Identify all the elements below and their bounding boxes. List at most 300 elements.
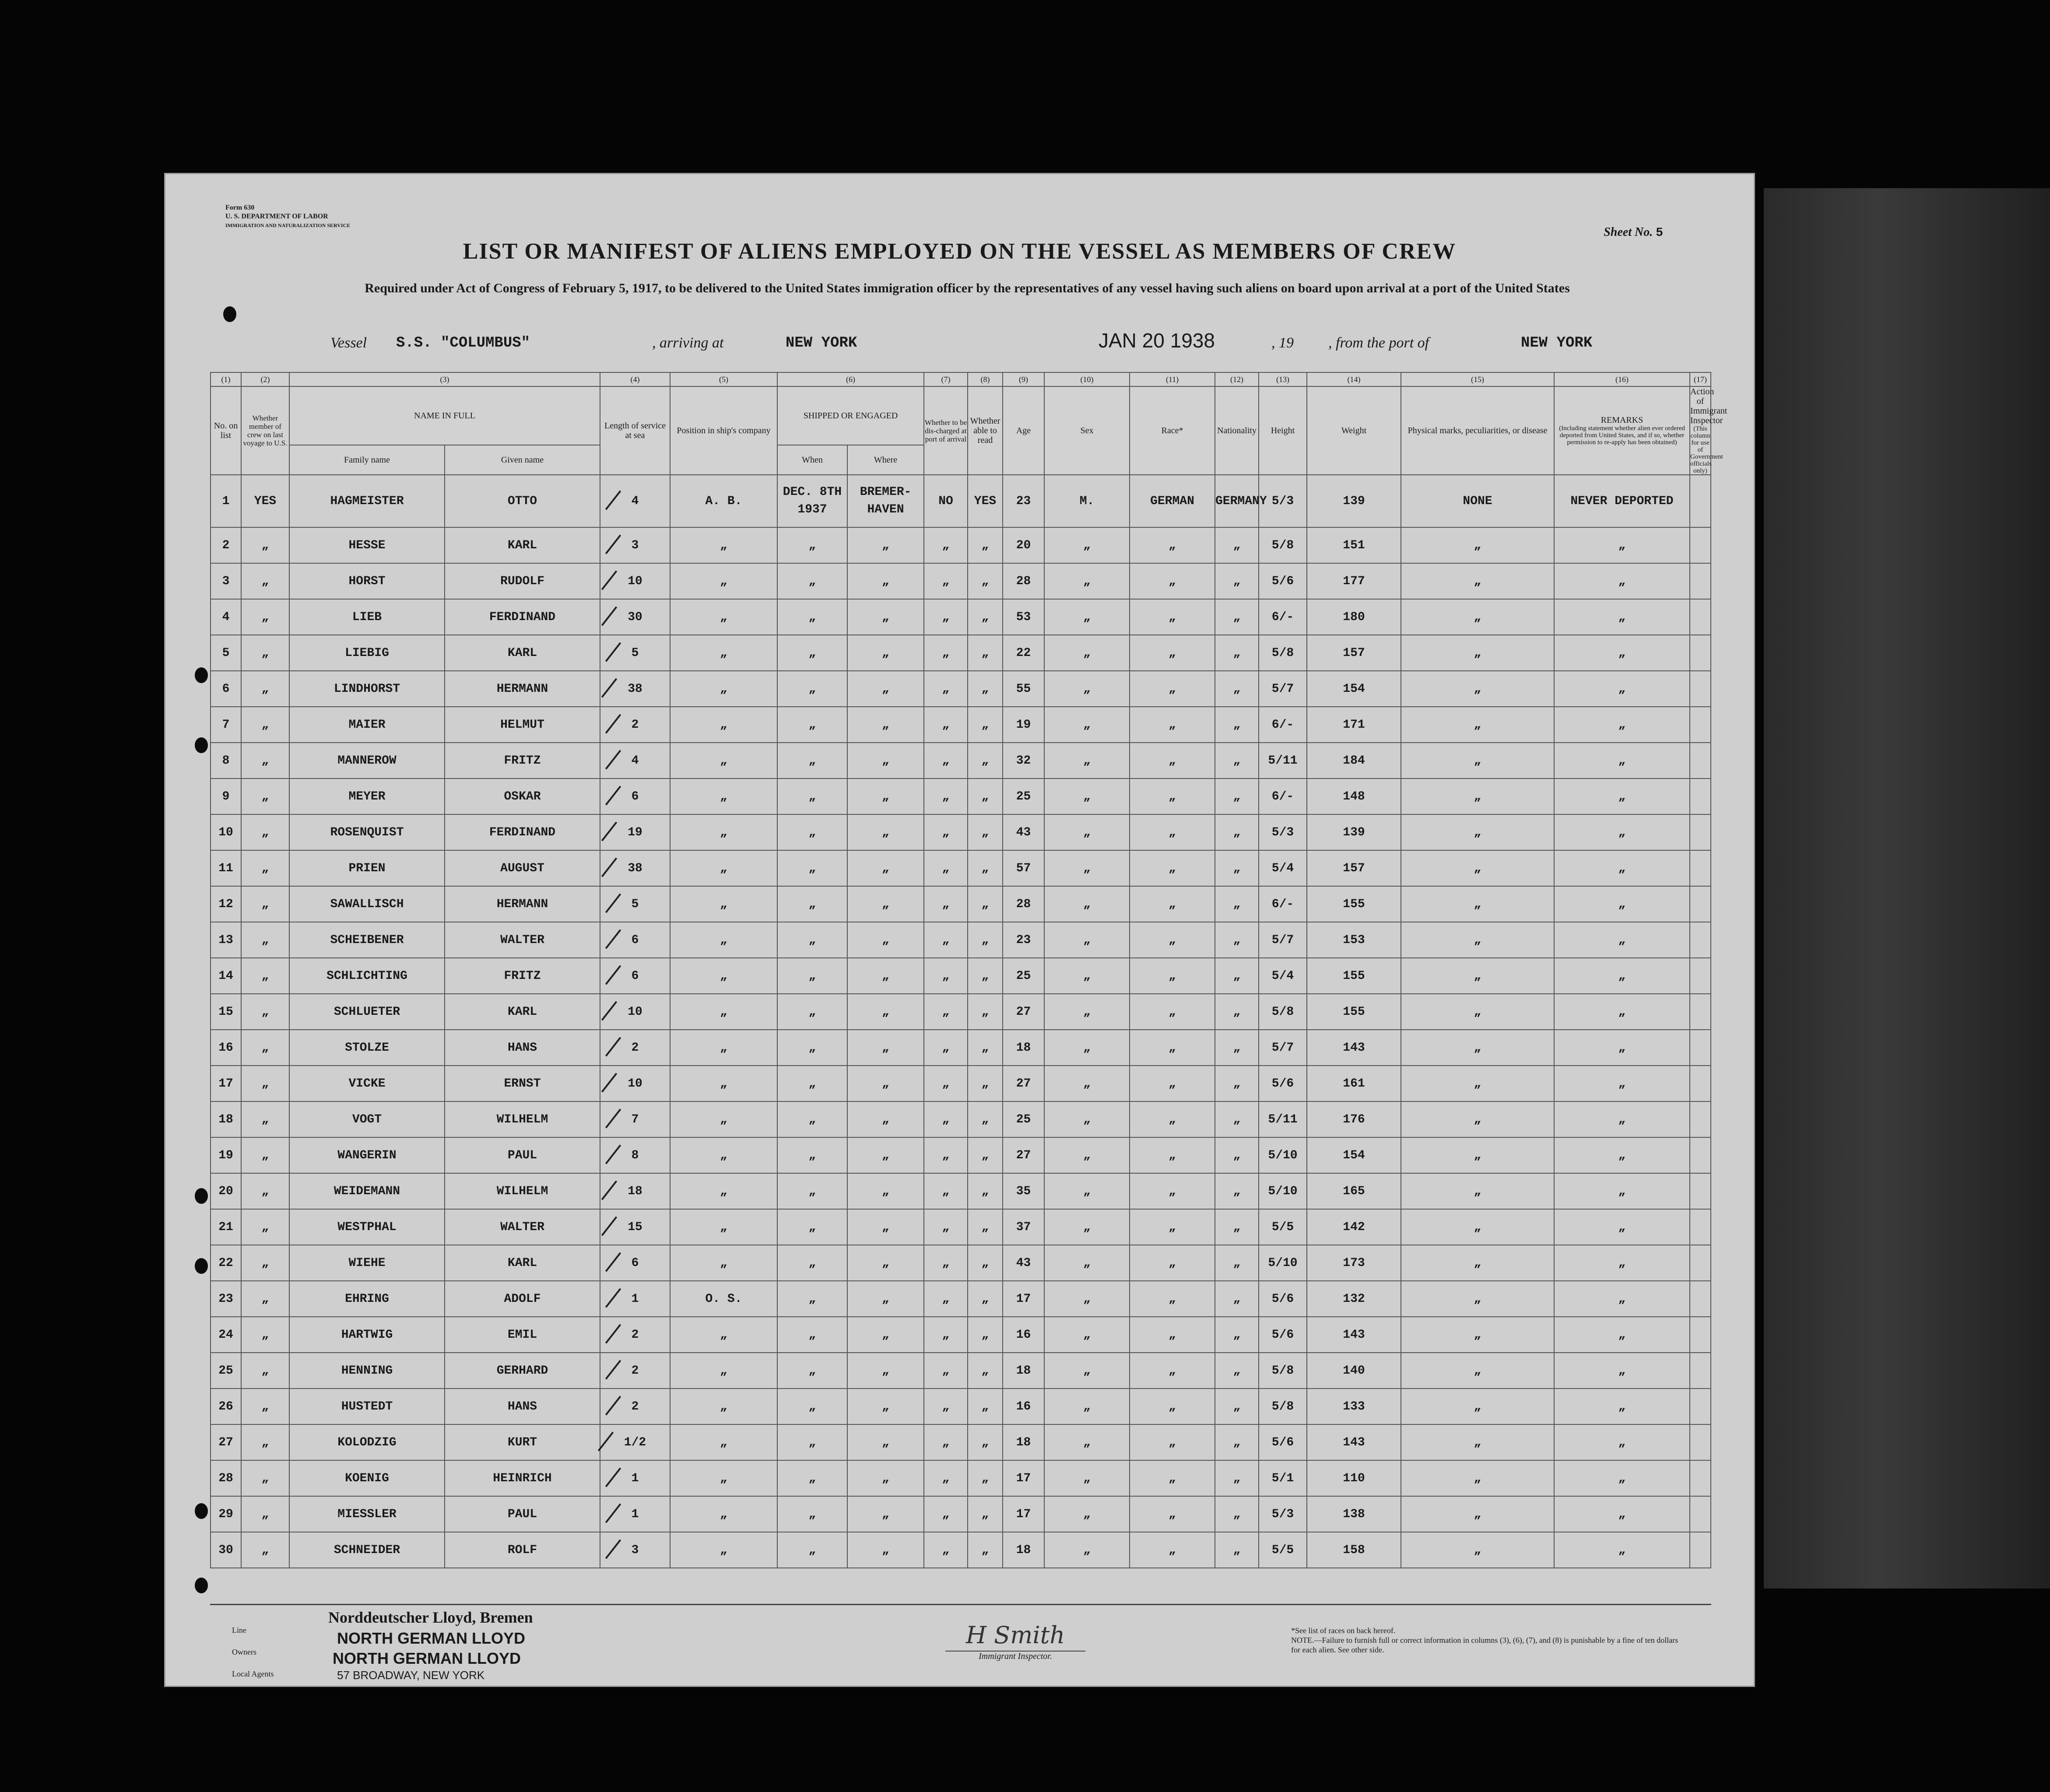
age-cell: 17 [1003,1496,1044,1532]
height-cell: 5/6 [1259,1424,1307,1460]
read-cell: „ [968,1066,1003,1101]
last-voyage-cell: „ [241,1209,289,1245]
nationality-cell: „ [1215,1209,1259,1245]
given-name-cell: HEINRICH [445,1460,600,1496]
row-number: 5 [211,635,241,671]
service-value: 30 [628,610,642,624]
nationality-cell: „ [1215,1389,1259,1424]
when-cell [777,475,847,527]
height-cell: 5/8 [1259,527,1307,563]
action-cell [1690,1532,1711,1568]
race-cell: „ [1130,1389,1215,1424]
given-name-cell: AUGUST [445,850,600,886]
action-cell [1690,1101,1711,1137]
remarks-cell: „ [1554,958,1690,994]
physical-marks-cell: „ [1401,671,1554,707]
when-cell: „ [777,1030,847,1066]
row-number: 8 [211,743,241,779]
table-row [211,1460,1711,1496]
given-name-cell: KARL [445,1245,600,1281]
remarks-cell: „ [1554,1353,1690,1389]
when-cell: „ [777,1496,847,1532]
remarks-cell: „ [1554,743,1690,779]
sex-cell: „ [1044,743,1130,779]
read-cell: „ [968,922,1003,958]
given-name-cell: WALTER [445,1209,600,1245]
physical-marks-cell: „ [1401,1389,1554,1424]
where-cell: „ [847,886,924,922]
when-cell: „ [777,707,847,743]
header-shipped-engaged: SHIPPED OR ENGAGED [777,386,924,445]
weight-cell: 161 [1307,1066,1401,1101]
nationality-cell: „ [1215,1353,1259,1389]
service-cell [600,671,670,707]
weight-cell: 176 [1307,1101,1401,1137]
sex-cell: „ [1044,850,1130,886]
position-cell: „ [670,850,777,886]
where-cell: „ [847,707,924,743]
row-number: 3 [211,563,241,599]
read-cell: „ [968,1353,1003,1389]
where-line-1: BREMER- [860,485,912,499]
age-cell: 27 [1003,994,1044,1030]
action-cell [1690,814,1711,850]
service-cell [600,814,670,850]
when-cell: „ [777,1137,847,1173]
service-cell [600,1245,670,1281]
read-cell: „ [968,671,1003,707]
header-nationality: Nationality [1215,386,1259,475]
when-cell: „ [777,1101,847,1137]
remarks-cell: „ [1554,814,1690,850]
physical-marks-cell: NONE [1401,475,1554,527]
height-cell: 5/11 [1259,743,1307,779]
where-cell: „ [847,850,924,886]
when-cell: „ [777,814,847,850]
physical-marks-cell: „ [1401,599,1554,635]
from-port: NEW YORK [1521,335,1593,351]
row-number: 16 [211,1030,241,1066]
position-cell: „ [670,958,777,994]
agents-label: Local Agents [232,1669,274,1678]
when-cell: „ [777,599,847,635]
row-number: 14 [211,958,241,994]
service-value: 19 [628,825,642,839]
height-cell: 5/8 [1259,635,1307,671]
nationality-cell: „ [1215,1424,1259,1460]
service-cell [600,1030,670,1066]
height-cell: 5/5 [1259,1532,1307,1568]
service-cell [600,958,670,994]
given-name-cell: OTTO [445,475,600,527]
action-cell [1690,1209,1711,1245]
action-cell [1690,1066,1711,1101]
discharged-cell: „ [924,814,968,850]
column-number: (1) [211,372,241,386]
when-cell: „ [777,958,847,994]
physical-marks-cell: „ [1401,563,1554,599]
read-cell: „ [968,527,1003,563]
position-cell: „ [670,599,777,635]
position-cell: O. S. [670,1281,777,1317]
service-value: 5 [631,646,639,660]
header-row-main [211,386,1711,445]
age-cell: 17 [1003,1281,1044,1317]
service-cell [600,707,670,743]
race-cell: „ [1130,1209,1215,1245]
sex-cell: „ [1044,922,1130,958]
race-cell: „ [1130,1281,1215,1317]
age-cell: 55 [1003,671,1044,707]
action-cell [1690,850,1711,886]
age-cell: 16 [1003,1317,1044,1353]
read-cell: „ [968,1209,1003,1245]
position-cell: „ [670,779,777,814]
height-cell: 5/6 [1259,1066,1307,1101]
remarks-cell: „ [1554,635,1690,671]
physical-marks-cell: „ [1401,1101,1554,1137]
nationality-cell: „ [1215,671,1259,707]
service-cell [600,743,670,779]
position-cell: „ [670,743,777,779]
family-name-cell: LIEB [289,599,445,635]
column-number: (15) [1401,372,1554,386]
when-line-2: 1937 [797,503,827,516]
row-number: 4 [211,599,241,635]
service-cell [600,1389,670,1424]
given-name-cell: ADOLF [445,1281,600,1317]
read-cell: „ [968,1137,1003,1173]
service-value: 38 [628,861,642,875]
age-cell: 43 [1003,1245,1044,1281]
last-voyage-cell: „ [241,671,289,707]
column-number: (12) [1215,372,1259,386]
race-cell: „ [1130,814,1215,850]
last-voyage-cell: „ [241,1281,289,1317]
table-row [211,743,1711,779]
weight-cell: 153 [1307,922,1401,958]
weight-cell: 155 [1307,886,1401,922]
action-title: Action of Immigrant Inspector [1690,387,1727,425]
discharged-cell: NO [924,475,968,527]
binder-hole [195,737,208,753]
where-cell [847,475,924,527]
service-value: 38 [628,682,642,696]
last-voyage-cell: „ [241,1066,289,1101]
sex-cell: „ [1044,527,1130,563]
race-cell: „ [1130,1101,1215,1137]
action-cell [1690,1245,1711,1281]
remarks-cell: „ [1554,1101,1690,1137]
family-name-cell: MEYER [289,779,445,814]
nationality-cell: „ [1215,886,1259,922]
remarks-cell: NEVER DEPORTED [1554,475,1690,527]
row-number: 6 [211,671,241,707]
discharged-cell: „ [924,635,968,671]
sex-cell: „ [1044,1496,1130,1532]
position-cell: „ [670,1030,777,1066]
action-cell [1690,563,1711,599]
remarks-cell: „ [1554,527,1690,563]
last-voyage-cell: „ [241,1424,289,1460]
read-cell: „ [968,1460,1003,1496]
physical-marks-cell: „ [1401,779,1554,814]
age-cell: 53 [1003,599,1044,635]
service-name: IMMIGRATION AND NATURALIZATION SERVICE [225,222,351,228]
weight-cell: 132 [1307,1281,1401,1317]
where-cell: „ [847,779,924,814]
age-cell: 57 [1003,850,1044,886]
remarks-cell: „ [1554,563,1690,599]
last-voyage-cell: „ [241,994,289,1030]
binder-hole [195,1578,208,1593]
sex-cell: „ [1044,994,1130,1030]
height-cell: 5/10 [1259,1137,1307,1173]
service-value: 2 [631,1399,639,1413]
nationality-cell: „ [1215,850,1259,886]
nationality-cell: „ [1215,1532,1259,1568]
service-cell [600,1353,670,1389]
discharged-cell: „ [924,1209,968,1245]
table-row [211,1137,1711,1173]
weight-cell: 184 [1307,743,1401,779]
physical-marks-cell: „ [1401,1353,1554,1389]
when-cell: „ [777,886,847,922]
position-cell: „ [670,1389,777,1424]
discharged-cell: „ [924,671,968,707]
header-race: Race* [1130,386,1215,475]
service-value: 6 [631,1256,639,1270]
nationality-cell: „ [1215,563,1259,599]
action-cell [1690,1460,1711,1496]
row-number: 26 [211,1389,241,1424]
binder-hole [195,667,208,683]
race-cell: „ [1130,1532,1215,1568]
action-cell [1690,475,1711,527]
physical-marks-cell: „ [1401,1424,1554,1460]
height-cell: 5/3 [1259,1496,1307,1532]
age-cell: 37 [1003,1209,1044,1245]
row-number: 18 [211,1101,241,1137]
remarks-cell: „ [1554,886,1690,922]
where-cell: „ [847,671,924,707]
last-voyage-cell: YES [241,475,289,527]
agents-value: NORTH GERMAN LLOYD [333,1649,521,1667]
height-cell: 5/4 [1259,850,1307,886]
last-voyage-cell: „ [241,635,289,671]
nationality-cell: „ [1215,1066,1259,1101]
service-cell [600,1066,670,1101]
height-cell: 5/11 [1259,1101,1307,1137]
sex-cell: M. [1044,475,1130,527]
given-name-cell: OSKAR [445,779,600,814]
age-cell: 35 [1003,1173,1044,1209]
given-name-cell: HERMANN [445,671,600,707]
race-cell: „ [1130,1460,1215,1496]
family-name-cell: ROSENQUIST [289,814,445,850]
column-number-row [211,372,1711,386]
table-row [211,1245,1711,1281]
service-cell [600,1317,670,1353]
column-number: (4) [600,372,670,386]
height-cell: 5/3 [1259,814,1307,850]
height-cell: 5/10 [1259,1245,1307,1281]
given-name-cell: KARL [445,527,600,563]
remarks-cell: „ [1554,1173,1690,1209]
table-row [211,850,1711,886]
header-when: When [777,445,847,475]
action-note: (This column for use of Government officials only) [1690,425,1723,474]
discharged-cell: „ [924,1101,968,1137]
race-cell: „ [1130,1424,1215,1460]
last-voyage-cell: „ [241,1389,289,1424]
position-cell: „ [670,707,777,743]
service-value: 5 [631,897,639,911]
remarks-cell: „ [1554,1030,1690,1066]
family-name-cell: HARTWIG [289,1317,445,1353]
when-cell: „ [777,779,847,814]
height-cell: 5/8 [1259,1353,1307,1389]
penalty-note: NOTE.—Failure to furnish full or correct information in columns (3), (6), (7), and (8) is punishable by a fine of ten dollars for each alien. See other side. [1291,1636,1678,1654]
physical-marks-cell: „ [1401,1173,1554,1209]
weight-cell: 148 [1307,779,1401,814]
weight-cell: 155 [1307,958,1401,994]
owners-value: NORTH GERMAN LLOYD [337,1629,525,1647]
height-cell: 5/6 [1259,1317,1307,1353]
last-voyage-cell: „ [241,922,289,958]
last-voyage-cell: „ [241,814,289,850]
discharged-cell: „ [924,563,968,599]
table-row [211,1173,1711,1209]
header-where: Where [847,445,924,475]
remarks-cell: „ [1554,1245,1690,1281]
when-cell: „ [777,1173,847,1209]
family-name-cell: PRIEN [289,850,445,886]
table-row [211,1030,1711,1066]
inspector-caption: Immigrant Inspector. [945,1651,1085,1662]
height-cell: 6/- [1259,779,1307,814]
when-cell: „ [777,1281,847,1317]
where-cell: „ [847,1101,924,1137]
scanner-background-edge [1764,188,2050,1589]
header-action-inspector [1690,386,1727,475]
service-value: 2 [631,1364,639,1378]
family-name-cell: EHRING [289,1281,445,1317]
where-cell: „ [847,599,924,635]
races-note: *See list of races on back hereof. [1291,1626,1396,1635]
position-cell: „ [670,1066,777,1101]
nationality-cell: GERMANY [1215,475,1259,527]
nationality-cell: „ [1215,994,1259,1030]
given-name-cell: WILHELM [445,1101,600,1137]
sex-cell: „ [1044,886,1130,922]
service-cell [600,1209,670,1245]
weight-cell: 154 [1307,1137,1401,1173]
age-cell: 23 [1003,922,1044,958]
table-row [211,779,1711,814]
service-cell [600,599,670,635]
last-voyage-cell: „ [241,1245,289,1281]
nationality-cell: „ [1215,1496,1259,1532]
nationality-cell: „ [1215,958,1259,994]
column-number: (9) [1003,372,1044,386]
remarks-note: (Including statement whether alien ever ordered deported from United States, and if so, whether permission to re-apply has been obtained) [1559,425,1685,446]
weight-cell: 165 [1307,1173,1401,1209]
where-line-2: HAVEN [867,503,904,516]
manifest-footer [210,1608,1711,1683]
sex-cell: „ [1044,563,1130,599]
height-cell: 6/- [1259,886,1307,922]
column-number: (6) [777,372,924,386]
when-cell: „ [777,1209,847,1245]
table-row [211,671,1711,707]
position-cell: „ [670,527,777,563]
sex-cell: „ [1044,1460,1130,1496]
age-cell: 18 [1003,1030,1044,1066]
service-value: 10 [628,1077,642,1091]
height-cell: 5/6 [1259,563,1307,599]
position-cell: „ [670,635,777,671]
discharged-cell: „ [924,1066,968,1101]
weight-cell: 133 [1307,1389,1401,1424]
family-name-cell: KOLODZIG [289,1424,445,1460]
header-position: Position in ship's company [670,386,777,475]
discharged-cell: „ [924,1030,968,1066]
when-cell: „ [777,850,847,886]
where-cell: „ [847,994,924,1030]
column-number: (2) [241,372,289,386]
position-cell: „ [670,1209,777,1245]
table-row [211,1353,1711,1389]
service-cell [600,1137,670,1173]
row-number: 23 [211,1281,241,1317]
position-cell: „ [670,814,777,850]
weight-cell: 139 [1307,475,1401,527]
age-cell: 25 [1003,958,1044,994]
last-voyage-cell: „ [241,707,289,743]
row-number: 12 [211,886,241,922]
age-cell: 19 [1003,707,1044,743]
service-value: 1 [631,1292,639,1306]
given-name-cell: ERNST [445,1066,600,1101]
family-name-cell: LINDHORST [289,671,445,707]
table-row [211,1209,1711,1245]
where-cell: „ [847,1173,924,1209]
action-cell [1690,922,1711,958]
where-cell: „ [847,1245,924,1281]
weight-cell: 143 [1307,1030,1401,1066]
where-cell: „ [847,1389,924,1424]
action-cell [1690,1173,1711,1209]
from-label: , from the port of [1328,335,1429,351]
physical-marks-cell: „ [1401,1245,1554,1281]
sex-cell: „ [1044,779,1130,814]
remarks-cell: „ [1554,922,1690,958]
sex-cell: „ [1044,1389,1130,1424]
weight-cell: 177 [1307,563,1401,599]
service-cell [600,563,670,599]
nationality-cell: „ [1215,1281,1259,1317]
age-cell: 18 [1003,1532,1044,1568]
sex-cell: „ [1044,1353,1130,1389]
column-number: (11) [1130,372,1215,386]
read-cell: „ [968,958,1003,994]
weight-cell: 140 [1307,1353,1401,1389]
physical-marks-cell: „ [1401,635,1554,671]
nationality-cell: „ [1215,707,1259,743]
service-value: 7 [631,1112,639,1126]
given-name-cell: WILHELM [445,1173,600,1209]
